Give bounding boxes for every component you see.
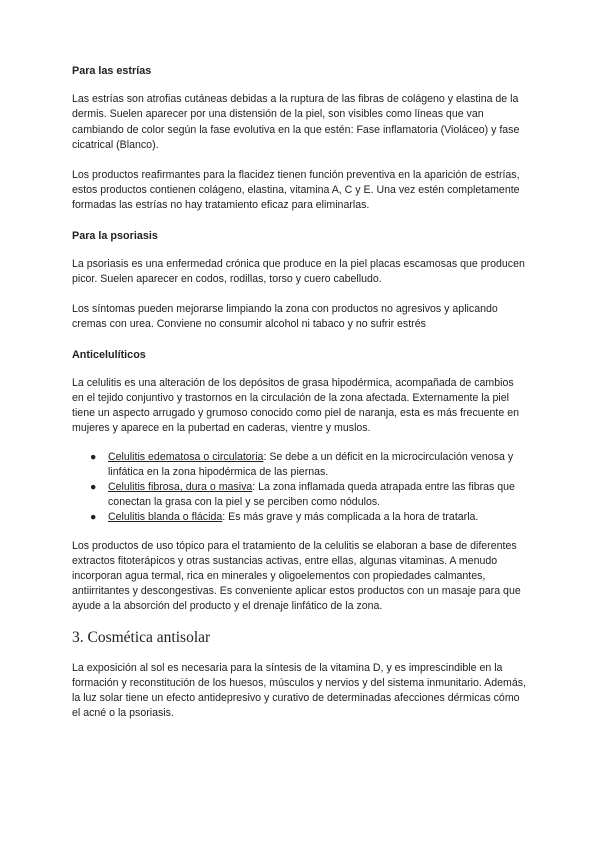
heading-estrias: Para las estrías — [72, 65, 152, 77]
paragraph-estrias-1: Las estrías son atrofias cutáneas debidas a la ruptura de las fibras de colágeno y elastina de la dermis. Suelen aparecer por una distensión de la piel, son visibles como líneas que van cambiando de color según la fase evolutiva en la que estén: Fase inflamatoria (Violáceo) y fase cicatrical (Blanco). — [72, 93, 520, 151]
list-item-text: : Se debe a un déficit en la microcirculación venosa y linfática en la zona hipodérmica de las piernas. — [108, 450, 514, 478]
list-item-term: Celulitis blanda o flácida — [108, 511, 223, 524]
heading-anticeluliticos: Anticelulíticos — [72, 348, 146, 361]
bullet-icon: ● — [90, 511, 97, 524]
bullet-icon: ● — [90, 450, 97, 463]
section-title-antisolar: 3. Cosmética antisolar — [72, 628, 211, 646]
list-item-text: : Es más grave y más complicada a la hora de tratarla. — [222, 511, 479, 524]
paragraph-celulitis-1: La celulitis es una alteración de los depósitos de grasa hipodérmica, acompañada de cambios en el tejido conjuntivo y trastornos en la circulación de la zona afectada. Externamente la piel tiene un aspecto arrugado y grumoso conocido como piel de naranja, esta es más frecuente en mujeres y aparece en la pubertad en caderas, vientre y muslos. — [72, 376, 519, 435]
paragraph-estrias-2: Los productos reafirmantes para la flacidez tienen función preventiva en la aparición de estrías, estos productos contienen colágeno, elastina, vitamina A, C y E. Una vez estén completamente formadas las estrías no hay tratamiento eficaz para eliminarlas. — [72, 169, 520, 212]
list-item-term: Celulitis fibrosa, dura o masiva — [108, 481, 253, 494]
list-item — [90, 450, 528, 480]
list-item — [90, 510, 528, 525]
paragraph-psoriasis-1: La psoriasis es una enfermedad crónica que produce en la piel placas escamosas que producen picor. Suelen aparecer en codos, rodillas, torso y cuero cabelludo. — [72, 257, 525, 286]
heading-psoriasis: Para la psoriasis — [72, 229, 158, 242]
celulitis-types-list — [72, 450, 528, 526]
document-page — [72, 64, 528, 722]
list-item-term: Celulitis edematosa o circulatoria — [108, 450, 264, 463]
paragraph-antisolar-1: La exposición al sol es necesaria para la síntesis de la vitamina D, y es imprescindible en la formación y reconstitución de los huesos, músculos y nervios y del sistema inmunitario. Además, la luz solar tiene un efecto antidepresivo y curativo de determinadas afecciones dérmicas cómo el acné o la psoriasis. — [72, 661, 526, 720]
bullet-icon: ● — [90, 481, 97, 494]
paragraph-psoriasis-2: Los síntomas pueden mejorarse limpiando la zona con productos no agresivos y aplicando cremas con urea. Conviene no consumir alcohol ni tabaco y no sufrir estrés — [72, 303, 498, 331]
paragraph-celulitis-2: Los productos de uso tópico para el tratamiento de la celulitis se elaboran a base de diferentes extractos fitoterápicos y otras sustancias activas, entre ellas, algunas vitaminas. A menudo incorporan agua termal, rica en minerales y oligoelementos con propiedades calmantes, antiirritantes y descongestivas. Es conveniente aplicar estos productos con un masaje para que ayude a la absorción del producto y el drenaje linfático de la zona. — [72, 539, 521, 613]
list-item — [90, 480, 528, 510]
list-item-text: : La zona inflamada queda atrapada entre las fibras que conectan la grasa con la piel y se perciben como nódulos. — [108, 481, 515, 509]
